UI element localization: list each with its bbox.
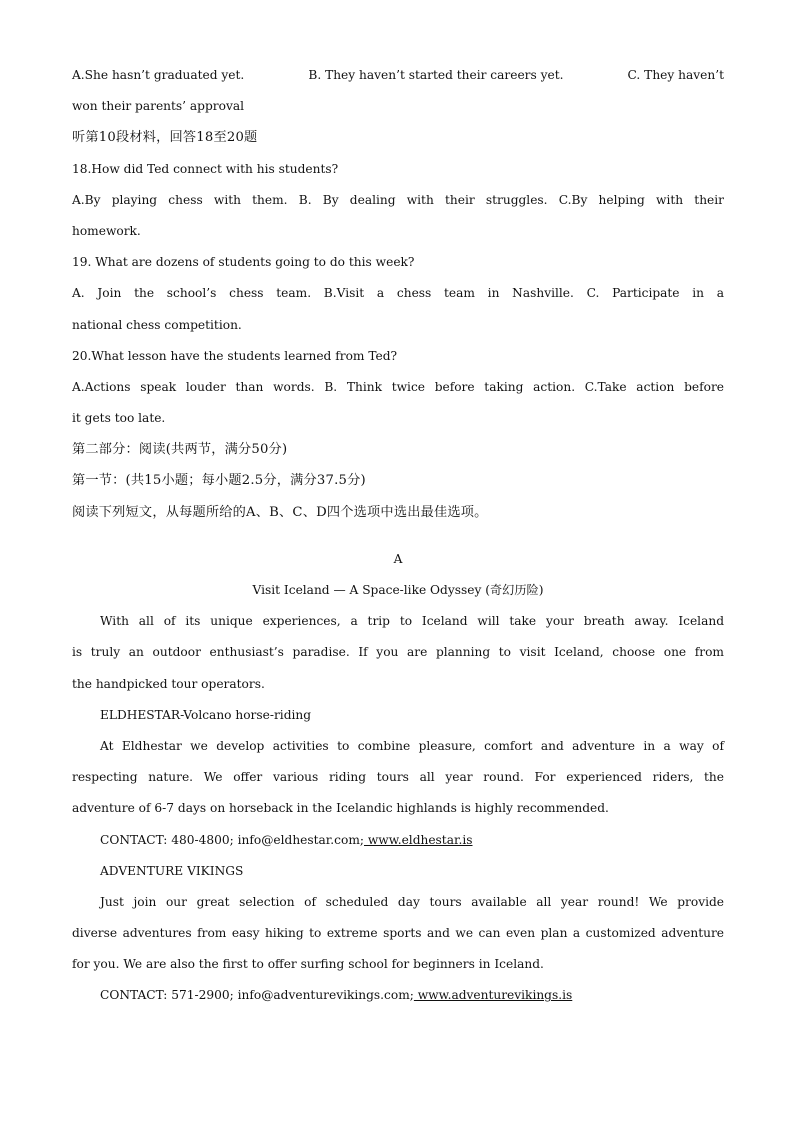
operator1-contact-text: CONTACT: 480-4800; info@eldhestar.com; (100, 832, 364, 847)
part2-title: 第二部分：阅读(共两节，满分50分) (72, 442, 288, 458)
q17-option-c: C. They haven’t (627, 68, 724, 82)
operator1-contact (72, 825, 724, 856)
q17-option-b: B. They haven’t started their careers yet. (308, 68, 564, 82)
operator1-website-link[interactable]: www.eldhestar.is (363, 832, 473, 847)
passage-title: Visit Iceland — A Space-like Odyssey (奇幻历险) (252, 583, 544, 597)
operator2-desc-line: diverse adventures from easy hiking to extreme sports and we can even plan a customized adventure (72, 926, 724, 941)
operator2-desc-line: Just join our great selection of scheduled day tours available all year round! We provide (100, 894, 724, 909)
q18-options: A.By playing chess with them. B. By dealing with their struggles. C.By helping with their (72, 192, 724, 207)
q20-options-continued: it gets too late. (72, 411, 166, 426)
part2-instruction: 阅读下列短文，从每题所给的A、B、C、D四个选项中选出最佳选项。 (72, 504, 488, 520)
operator2-desc-line: for you. We are also the first to offer surfing school for beginners in Iceland. (72, 957, 544, 972)
operator1-desc-line: respecting nature. We offer various riding tours all year round. For experienced riders, the (72, 770, 724, 785)
passage-letter: A (393, 551, 403, 566)
part2-section1: 第一节：(共15小题；每小题2.5分，满分37.5分) (72, 473, 366, 489)
exam-page (72, 60, 724, 1012)
section10-instruction: 听第10段材料，回答18至20题 (72, 130, 258, 146)
q20-options: A.Actions speak louder than words. B. Think twice before taking action. C.Take action before (72, 379, 724, 394)
q18-options-continued: homework. (72, 223, 141, 238)
q20-question: 20.What lesson have the students learned from Ted? (72, 348, 398, 363)
operator2-website-link[interactable]: www.adventurevikings.is (413, 988, 573, 1003)
q19-options-continued: national chess competition. (72, 317, 242, 332)
q19-options: A. Join the school’s chess team. B.Visit a chess team in Nashville. C. Participate in a (72, 286, 724, 301)
passage-intro-line: With all of its unique experiences, a trip to Iceland will take your breath away. Iceland (100, 614, 724, 629)
spacer (72, 528, 724, 544)
q17-option-c-continued: won their parents’ approval (72, 99, 244, 114)
operator1-desc-line: adventure of 6-7 days on horseback in the Icelandic highlands is highly recommended. (72, 801, 609, 816)
q17-option-a: A.She hasn’t graduated yet. (72, 68, 245, 82)
operator2-name: ADVENTURE VIKINGS (100, 863, 244, 878)
operator1-name: ELDHESTAR-Volcano horse-riding (100, 707, 312, 722)
passage-intro-line: is truly an outdoor enthusiast’s paradise. If you are planning to visit Iceland, choose one from (72, 645, 724, 660)
operator1-desc-line: At Eldhestar we develop activities to combine pleasure, comfort and adventure in a way of (100, 738, 724, 753)
operator2-contact-text: CONTACT: 571-2900; info@adventurevikings.com; (100, 988, 414, 1003)
q19-question: 19. What are dozens of students going to do this week? (72, 255, 415, 270)
q18-question: 18.How did Ted connect with his students? (72, 161, 339, 176)
passage-intro-line: the handpicked tour operators. (72, 676, 265, 691)
q17-options-line (72, 60, 724, 91)
operator2-contact (72, 980, 724, 1011)
